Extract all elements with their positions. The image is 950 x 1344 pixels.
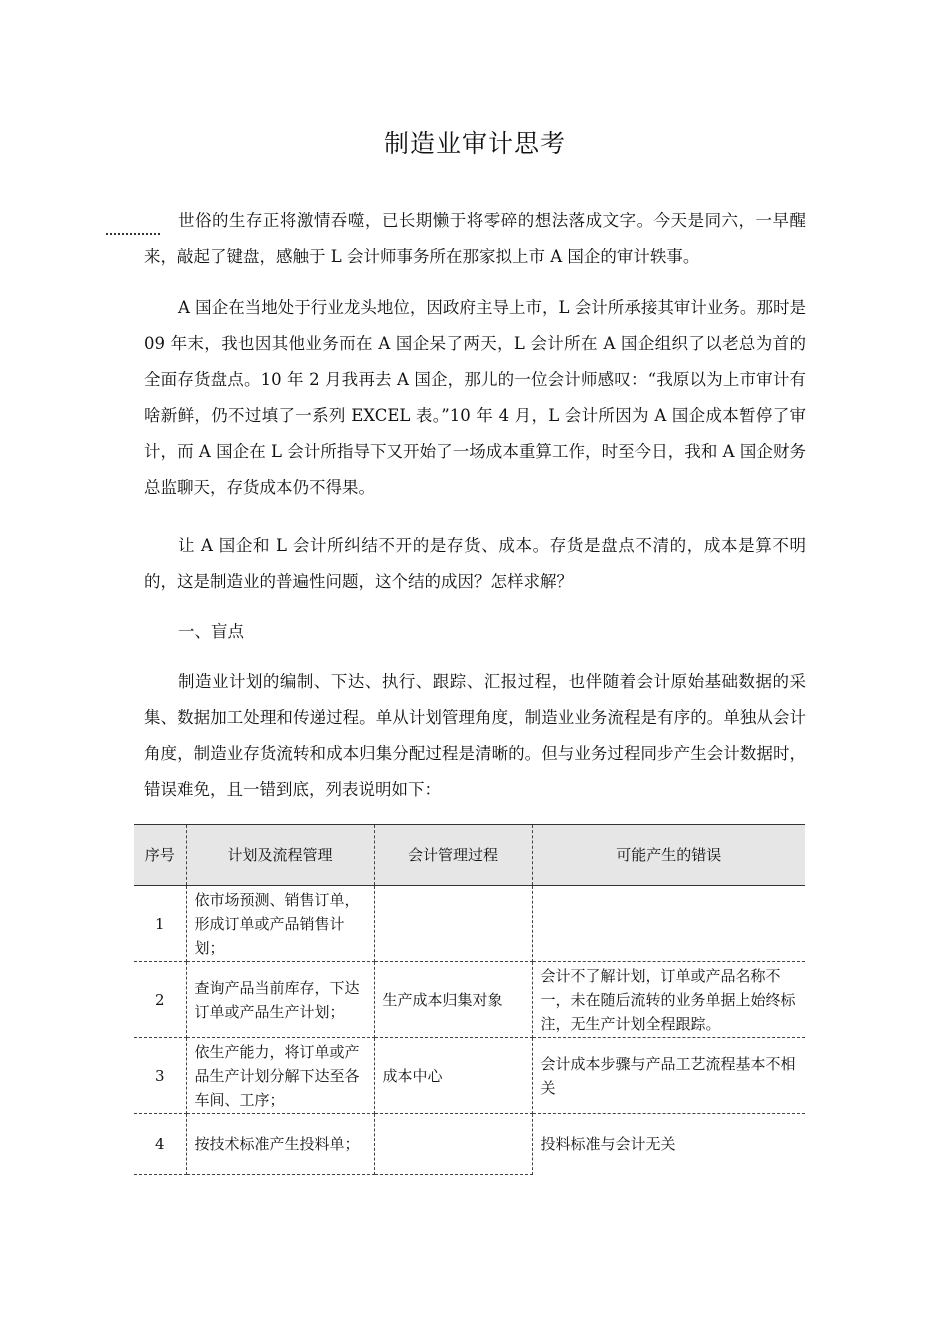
table-cell: 查询产品当前库存，下达订单或产品生产计划；	[186, 962, 374, 1038]
table-cell: 会计不了解计划，订单或产品名称不一，未在随后流转的业务单据上始终标注，无生产计划全程跟踪。	[532, 962, 805, 1038]
table-cell: 成本中心	[374, 1038, 532, 1114]
table-header-cell: 序号	[134, 825, 186, 886]
paragraph-background: A 国企在当地处于行业龙头地位，因政府主导上市，L 会计所承接其审计业务。那时是 09 年末，我也因其他业务而在 A 国企呆了两天，L 会计所在 A 国企组织了以老总为首的全面存货盘点。10 年 2 月我再去 A 国企，那儿的一位会计师感叹：“我原以为上市审计有啥新鲜，仍不过填了一系列 EXCEL 表。”10 年 4 月，L 会计所因为 A 国企成本暂停了审计，而 A 国企在 L 会计所指导下又开始了一场成本重算工作，时至今日，我和 A 国企财务总监聊天，存货成本仍不得果。	[144, 298, 806, 497]
table-header-row	[134, 825, 805, 886]
paragraph-question: 让 A 国企和 L 会计所纠结不开的是存货、成本。存货是盘点不清的，成本是算不明的，这是制造业的普遍性问题，这个结的成因？怎样求解？	[144, 536, 806, 591]
table-cell: 生产成本归集对象	[374, 962, 532, 1038]
table-cell: 投料标准与会计无关	[532, 1114, 805, 1175]
table-header-cell: 计划及流程管理	[186, 825, 374, 886]
table-cell: 4	[134, 1114, 186, 1175]
paragraph-explanation: 制造业计划的编制、下达、执行、跟踪、汇报过程，也伴随着会计原始基础数据的采集、数据加工处理和传递过程。单从计划管理角度，制造业业务流程是有序的。单独从会计角度，制造业存货流转和成本归集分配过程是清晰的。但与业务过程同步产生会计数据时，错误难免，且一错到底，列表说明如下：	[144, 672, 806, 799]
table-header-cell: 可能产生的错误	[532, 825, 805, 886]
table-cell: 1	[134, 886, 186, 962]
table-cell: 按技术标准产生投料单；	[186, 1114, 374, 1175]
table-cell	[374, 1114, 532, 1175]
table-row	[134, 886, 805, 962]
table-row	[134, 962, 805, 1038]
page-title: 制造业审计思考	[383, 129, 566, 158]
paragraph-intro: 世俗的生存正将激情吞噬，已长期懒于将零碎的想法落成文字。今天是同六，一早醒来，敲起了键盘，感触于 L 会计师事务所在那家拟上市 A 国企的审计轶事。	[144, 211, 806, 266]
error-table	[134, 824, 805, 1175]
table-cell: 依市场预测、销售订单，形成订单或产品销售计划；	[186, 886, 374, 962]
table-row	[134, 1038, 805, 1114]
table-cell: 2	[134, 962, 186, 1038]
table-cell	[374, 886, 532, 962]
section-heading: 一、盲点	[178, 622, 244, 641]
table-row	[134, 1114, 805, 1175]
table-cell: 会计成本步骤与产品工艺流程基本不相关	[532, 1038, 805, 1114]
table-cell	[532, 886, 805, 962]
table-cell: 依生产能力，将订单或产品生产计划分解下达至各车间、工序；	[186, 1038, 374, 1114]
table-cell: 3	[134, 1038, 186, 1114]
table-header-cell: 会计管理过程	[374, 825, 532, 886]
